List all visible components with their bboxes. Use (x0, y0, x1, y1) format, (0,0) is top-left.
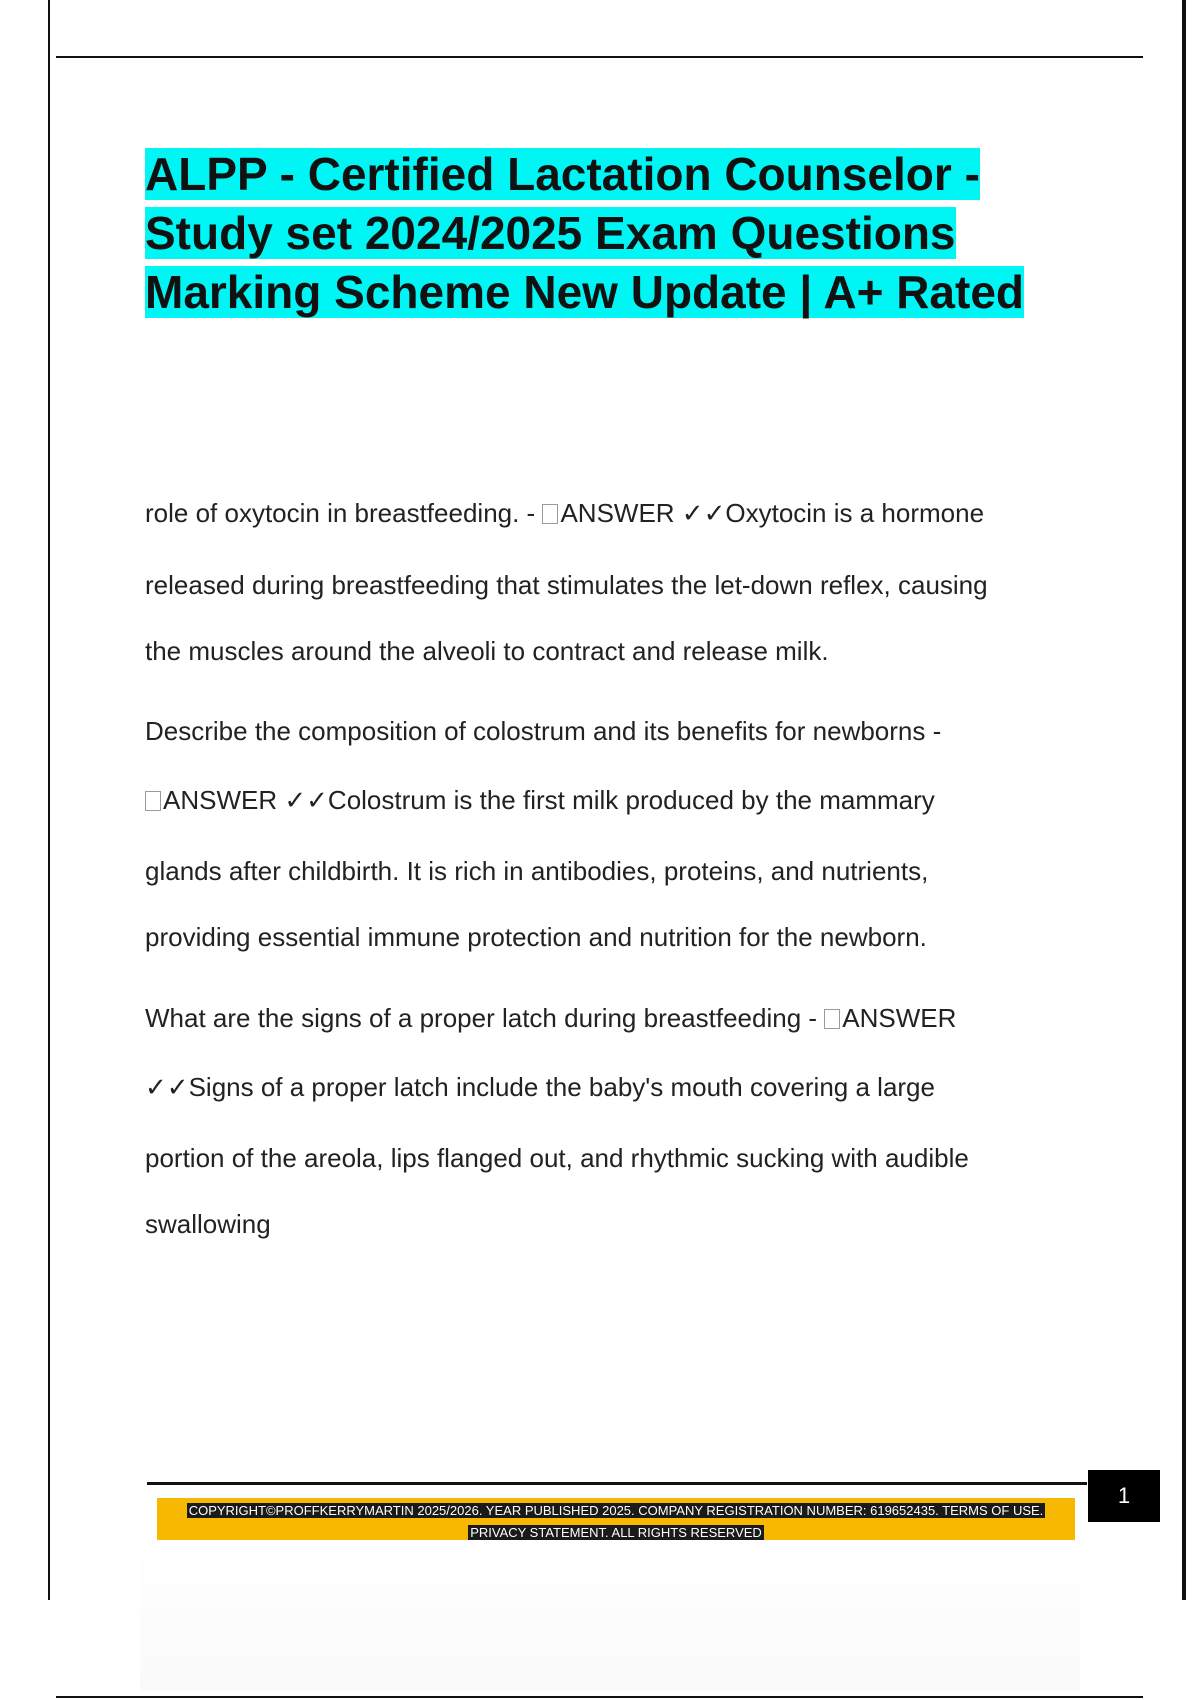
qa-3-line-1: What are the signs of a proper latch during breastfeeding - ANSWER (145, 1003, 957, 1033)
qa-1-line-1: role of oxytocin in breastfeeding. - ANSWER ✓✓Oxytocin is a hormone (145, 498, 985, 528)
qa-2-line-3: glands after childbirth. It is rich in antibodies, proteins, and nutrients, (145, 856, 929, 886)
qa-1-line-2: released during breastfeeding that stimulates the let-down reflex, causing (145, 570, 988, 600)
qa-2-line-1: Describe the composition of colostrum and its benefits for newborns - (145, 716, 942, 746)
document-title (145, 145, 1105, 322)
page-border-right (1182, 0, 1186, 1600)
missing-glyph-icon (824, 1009, 840, 1029)
missing-glyph-icon (542, 504, 558, 524)
qa-2-line-4: providing essential immune protection and nutrition for the newborn. (145, 922, 927, 952)
title-line-1: ALPP - Certified Lactation Counselor - (145, 148, 980, 200)
footer-rule (147, 1482, 1087, 1485)
footer-copyright: COPYRIGHT©PROFFKERRYMARTIN 2025/2026. YEAR PUBLISHED 2025. COMPANY REGISTRATION NUMBER: 619652435. TERMS OF USE. PRIVACY STATEMENT. ALL RIGHTS RESERVED (188, 1503, 1044, 1540)
qa-3-line-3: portion of the areola, lips flanged out, and rhythmic sucking with audible (145, 1143, 969, 1173)
missing-glyph-icon (145, 791, 161, 811)
qa-2-line-2: ANSWER ✓✓Colostrum is the first milk produced by the mammary (145, 785, 935, 816)
title-line-3: Marking Scheme New Update | A+ Rated (145, 266, 1025, 318)
title-line-2: Study set 2024/2025 Exam Questions (145, 207, 956, 259)
next-page-rule (56, 1696, 1143, 1698)
qa-1-line-3: the muscles around the alveoli to contract and release milk. (145, 636, 829, 666)
page-border-left (48, 0, 50, 1600)
page-bottom-area (140, 1540, 1080, 1690)
qa-3-line-4: swallowing (145, 1209, 271, 1239)
page-number: 1 (1088, 1470, 1160, 1522)
qa-3-line-2: ✓✓Signs of a proper latch include the baby's mouth covering a large (145, 1072, 935, 1102)
header-rule (56, 56, 1143, 58)
